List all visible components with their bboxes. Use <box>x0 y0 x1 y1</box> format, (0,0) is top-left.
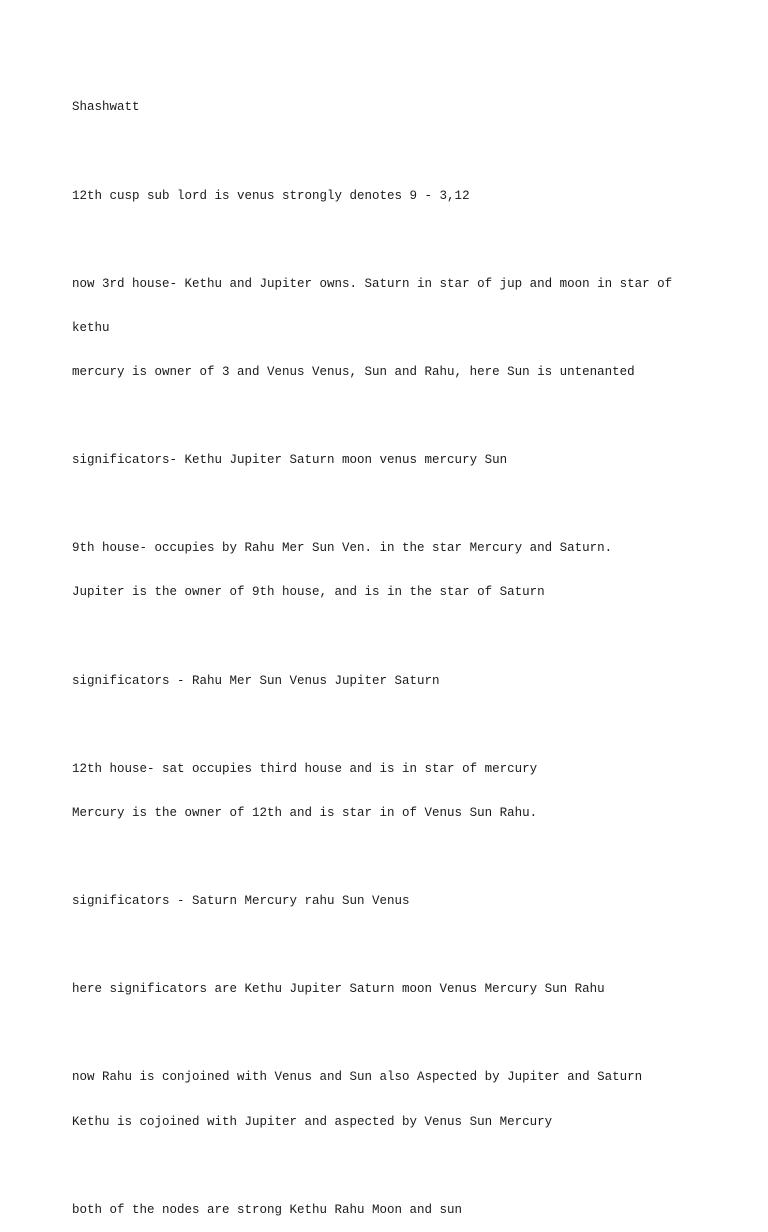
text-line: significators - Saturn Mercury rahu Sun Venus <box>72 894 410 909</box>
blank-line <box>72 850 712 865</box>
text-line: 12th cusp sub lord is venus strongly denotes 9 - 3,12 <box>72 188 470 203</box>
blank-line <box>72 145 712 160</box>
text-line: 12th house- sat occupies third house and is in star of mercury <box>72 761 538 776</box>
text-line: now 3rd house- Kethu and Jupiter owns. Saturn in star of jup and moon in star of <box>72 276 673 291</box>
text-line: significators - Rahu Mer Sun Venus Jupiter Saturn <box>72 673 440 688</box>
text-line: 9th house- occupies by Rahu Mer Sun Ven. in the star Mercury and Saturn. <box>72 541 613 556</box>
blank-line <box>72 718 712 733</box>
text-line: Mercury is the owner of 12th and is star in of Venus Sun Rahu. <box>72 805 538 820</box>
blank-line <box>72 233 712 248</box>
blank-line <box>72 938 712 953</box>
text-line: now Rahu is conjoined with Venus and Sun also Aspected by Jupiter and Saturn <box>72 1070 643 1085</box>
document-title: Shashwatt <box>72 100 140 115</box>
text-line: Jupiter is the owner of 9th house, and is in the star of Saturn <box>72 585 545 600</box>
blank-line <box>72 409 712 424</box>
blank-line <box>72 1159 712 1174</box>
text-line: here significators are Kethu Jupiter Saturn moon Venus Mercury Sun Rahu <box>72 982 605 997</box>
blank-line <box>72 497 712 512</box>
blank-line <box>72 1026 712 1041</box>
text-line: kethu <box>72 320 110 335</box>
text-line: mercury is owner of 3 and Venus Venus, Sun and Rahu, here Sun is untenanted <box>72 364 635 379</box>
document-page <box>72 71 712 1232</box>
blank-line <box>72 630 712 645</box>
text-line: Kethu is cojoined with Jupiter and aspected by Venus Sun Mercury <box>72 1114 553 1129</box>
text-line: significators- Kethu Jupiter Saturn moon venus mercury Sun <box>72 453 508 468</box>
text-line: both of the nodes are strong Kethu Rahu Moon and sun <box>72 1202 463 1217</box>
